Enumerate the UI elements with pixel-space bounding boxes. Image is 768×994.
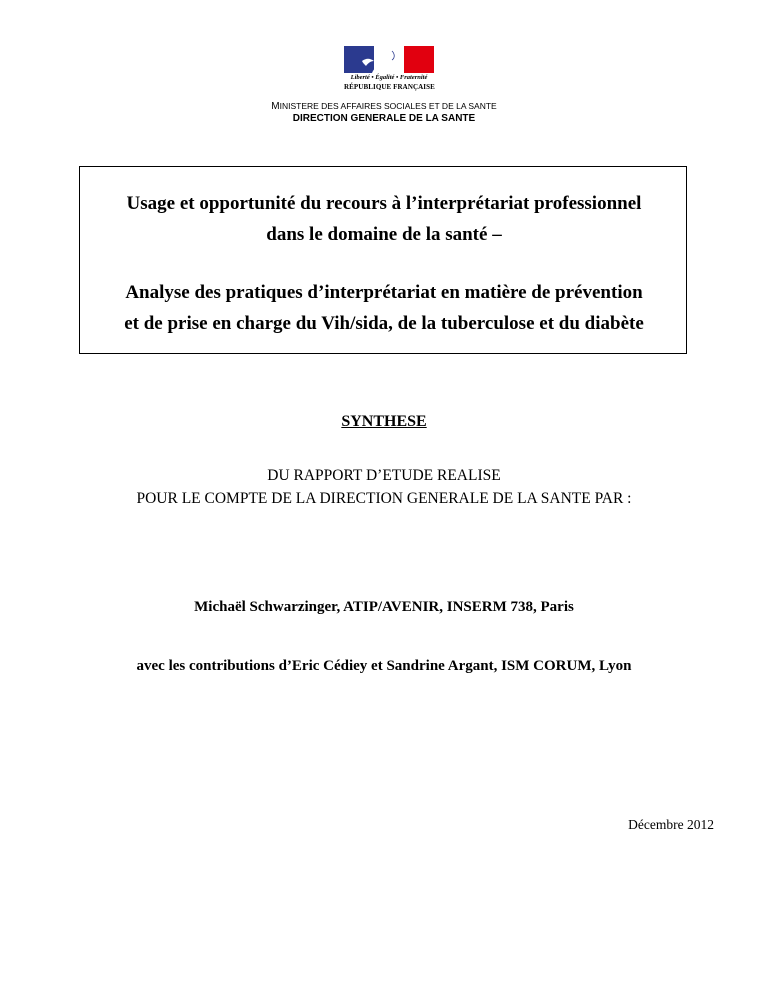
contributors: avec les contributions d’Eric Cédiey et Sandrine Argant, ISM CORUM, Lyon (136, 658, 632, 674)
ministry-initial: M (271, 101, 280, 112)
synthese-heading: SYNTHESE (341, 413, 427, 430)
title-line-2: dans le domaine de la santé – (266, 224, 502, 245)
republique-francaise-logo (344, 46, 434, 94)
logo-motto: Liberté • Égalité • Fraternité (350, 74, 428, 81)
title-line-3: Analyse des pratiques d’interprétariat en matière de prévention (125, 282, 643, 303)
ministry-name (0, 101, 768, 112)
title-line-4: et de prise en charge du Vih/sida, de la tuberculose et du diabète (124, 313, 644, 334)
main-author: Michaël Schwarzinger, ATIP/AVENIR, INSERM 738, Paris (194, 599, 574, 615)
report-date: Décembre 2012 (628, 817, 714, 832)
direction-name: DIRECTION GENERALE DE LA SANTE (292, 113, 476, 124)
subtitle-line-2: POUR LE COMPTE DE LA DIRECTION GENERALE DE LA SANTE PAR : (136, 490, 632, 507)
title-line-1: Usage et opportunité du recours à l’interprétariat professionnel (126, 193, 642, 214)
subtitle-line-1: DU RAPPORT D’ETUDE REALISE (267, 467, 501, 484)
ministry-name-rest: INISTERE DES AFFAIRES SOCIALES ET DE LA SANTE (279, 101, 497, 111)
logo-republic-name: RÉPUBLIQUE FRANÇAISE (344, 83, 435, 91)
marianne-flag-icon (344, 46, 434, 73)
